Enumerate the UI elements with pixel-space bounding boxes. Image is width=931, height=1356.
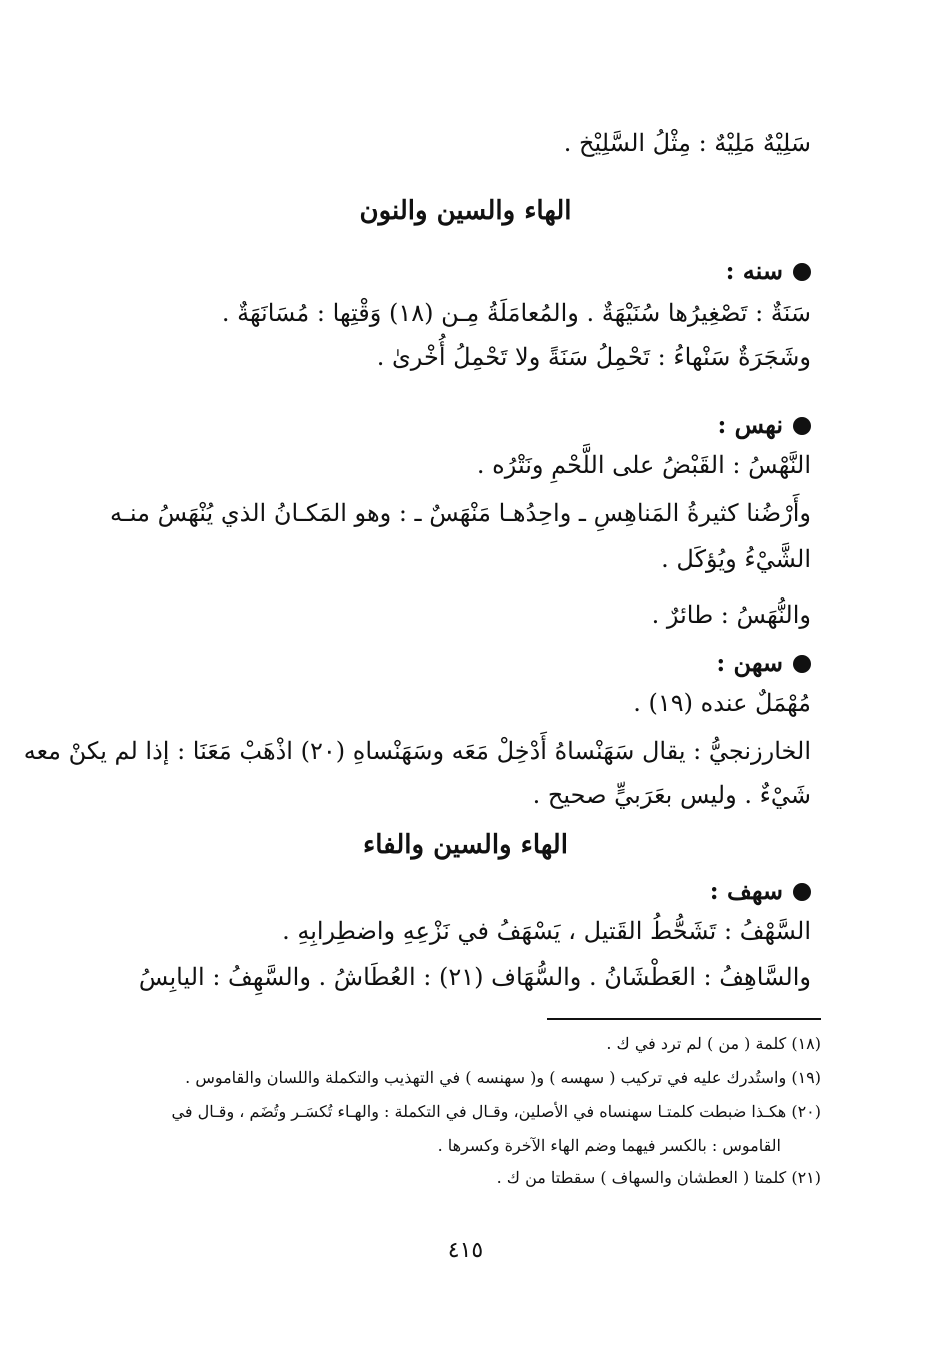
entry-line: السَّهْفُ : تَشَحُّطُ القَتيل ، يَسْهَفُ في نَزْعِهِ واضطِرابِهِ . xyxy=(282,917,811,945)
entry-head-label: سهف : xyxy=(709,876,783,905)
entry-line: الشَّيْءُ ويُؤكَل . xyxy=(661,545,811,573)
section-title-sin-fa: الهاء والسين والفاء xyxy=(363,830,568,860)
entry-head-sahan xyxy=(716,648,811,677)
entry-line: النَّهْسُ : القَبْضُ على اللَّحْمِ ونَتْرُه . xyxy=(476,451,811,479)
entry-head-label: نهس : xyxy=(717,410,783,439)
section-title-sin-nun: الهاء والسين والنون xyxy=(359,196,572,226)
bullet-icon xyxy=(793,417,811,435)
entry-line: وشَجَرَةٌ سَنْهاءُ : تَحْمِلُ سَنَةً ولا تَحْمِلُ أُخْرىٰ . xyxy=(376,343,811,371)
continuation-line: سَلِيْهٌ مَلِيْهٌ : مِثْلُ السَّلِيْخ . xyxy=(563,129,811,157)
footnote-18: (١٨) كلمة ( من ) لم ترد في ك . xyxy=(606,1034,821,1053)
entry-head-label: سهن : xyxy=(716,648,783,677)
bullet-icon xyxy=(793,883,811,901)
entry-line: سَنَةٌ : تَصْغِيرُها سُنَيْهَةٌ . والمُعامَلَةُ مِـن (١٨) وَقْتِها : مُسَانَهَةٌ . xyxy=(221,299,811,327)
entry-line: الخارزنجيُّ : يقال سَهَنْساهُ أَدْخِلْ مَعَه وسَهَنْساهِ (٢٠) اذْهَبْ مَعَنَا : إذا لم يكنْ معه xyxy=(23,737,811,765)
footnote-20: (٢٠) هكـذا ضبطت كلمتـا سهنساه في الأصلين، وقـال في التكملة : والهـاء تُكسَـر وتُضَم ، وقـال في xyxy=(171,1102,821,1121)
entry-line: مُهْمَلٌ عنده (١٩) . xyxy=(633,689,811,717)
page-number: ٤١٥ xyxy=(447,1238,484,1263)
entry-line: والسَّاهِفُ : العَطْشَانُ . والسُّهَاف (٢١) : العُطَاشُ . والسَّهِفُ : اليابِسُ xyxy=(138,963,811,991)
footnote-divider xyxy=(547,1018,821,1020)
entry-line: شَيْءٌ . وليس بعَرَبيٍّ صحيح . xyxy=(532,781,811,809)
entry-head-nahs xyxy=(717,410,811,439)
entry-head-sanah xyxy=(726,256,811,285)
footnote-21: (٢١) كلمتا ( العطشان والسهاف ) سقطتا من ك . xyxy=(496,1168,821,1187)
footnote-19: (١٩) واستُدرك عليه في تركيب ( سهسه ) و( سهنسه ) في التهذيب والتكملة واللسان والقاموس . xyxy=(185,1068,821,1087)
bullet-icon xyxy=(793,655,811,673)
entry-head-label: سنه : xyxy=(725,256,783,285)
footnote-20-cont: القاموس : بالكسر فيهما وضم الهاء الآخرة وكسرها . xyxy=(437,1136,781,1155)
entry-head-sahaf xyxy=(710,876,811,905)
entry-line: والنُّهَسُ : طائرٌ . xyxy=(651,601,811,629)
bullet-icon xyxy=(793,263,811,281)
entry-line: وأَرْضُنا كثيرةُ المَناهِسِ ـ واحِدُهـا مَنْهَسٌ ـ : وهو المَكـانُ الذي يُنْهَسُ منـه xyxy=(110,499,811,527)
